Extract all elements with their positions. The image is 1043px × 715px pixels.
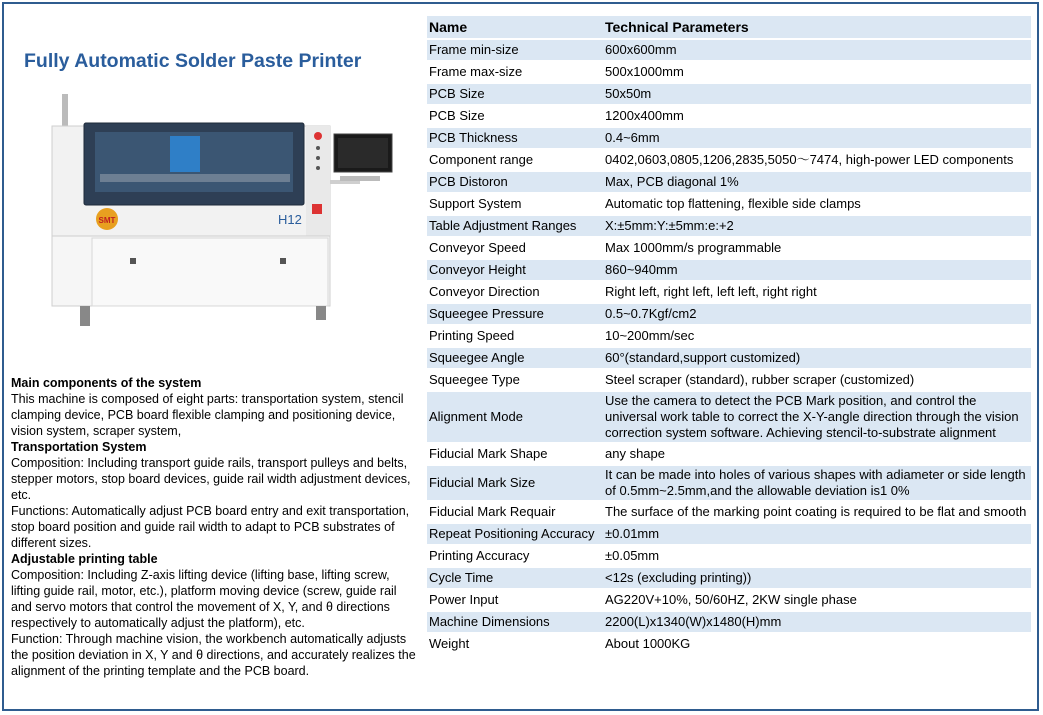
spec-name-cell: Frame min-size (427, 39, 603, 61)
spec-name-cell: Conveyor Height (427, 259, 603, 281)
spec-value-cell: 600x600mm (603, 39, 1031, 61)
spec-name-cell: Machine Dimensions (427, 611, 603, 633)
spec-name-cell: Squeegee Pressure (427, 303, 603, 325)
description-heading: Transportation System (11, 440, 147, 454)
table-row (427, 149, 1031, 171)
spec-value-cell: 860~940mm (603, 259, 1031, 281)
spec-name-cell: Component range (427, 149, 603, 171)
spec-name-cell: Printing Speed (427, 325, 603, 347)
spec-value-cell: X:±5mm:Y:±5mm:e:+2 (603, 215, 1031, 237)
table-row (427, 237, 1031, 259)
spec-header-value: Technical Parameters (603, 16, 1031, 39)
description-heading: Adjustable printing table (11, 552, 158, 566)
table-row (427, 215, 1031, 237)
spec-value-cell: Use the camera to detect the PCB Mark position, and control the universal work table to correct the X-Y-angle direction through the vision correction system software. Achieving stencil-to-substrate alignment (603, 391, 1031, 443)
spec-name-cell: Conveyor Speed (427, 237, 603, 259)
spec-value-cell: Max 1000mm/s programmable (603, 237, 1031, 259)
table-row (427, 369, 1031, 391)
system-description (11, 375, 416, 679)
spec-name-cell: Squeegee Angle (427, 347, 603, 369)
table-row (427, 567, 1031, 589)
spec-value-cell: 500x1000mm (603, 61, 1031, 83)
table-row (427, 633, 1031, 655)
spec-value-cell: 10~200mm/sec (603, 325, 1031, 347)
table-row (427, 545, 1031, 567)
description-paragraph: Composition: Including transport guide rails, transport pulleys and belts, stepper motors, stop board devices, guide rail width adjustment devices, etc. (11, 456, 411, 502)
spec-header-name: Name (427, 16, 603, 39)
logo-text: SMT (98, 216, 116, 225)
spec-header-row (427, 16, 1031, 39)
spec-value-cell: ±0.01mm (603, 523, 1031, 545)
spec-value-cell: AG220V+10%, 50/60HZ, 2KW single phase (603, 589, 1031, 611)
spec-value-cell: The surface of the marking point coating is required to be flat and smooth (603, 501, 1031, 523)
spec-name-cell: Fiducial Mark Requair (427, 501, 603, 523)
table-row (427, 39, 1031, 61)
table-row (427, 61, 1031, 83)
spec-name-cell: Frame max-size (427, 61, 603, 83)
spec-name-cell: Table Adjustment Ranges (427, 215, 603, 237)
spec-table (427, 16, 1031, 656)
table-row (427, 193, 1031, 215)
spec-name-cell: PCB Distoron (427, 171, 603, 193)
spec-value-cell: Automatic top flattening, flexible side clamps (603, 193, 1031, 215)
table-row (427, 611, 1031, 633)
model-label: H12 (278, 212, 302, 227)
description-paragraph: Composition: Including Z-axis lifting device (lifting base, lifting screw, lifting guide rail, motor, etc.), platform moving device (screw, guide rail and servo motors that control the movement of X, Y, and θ directions respectively to automatically adjust the platform), etc. (11, 568, 397, 630)
spec-name-cell: PCB Thickness (427, 127, 603, 149)
table-row (427, 523, 1031, 545)
spec-value-cell: any shape (603, 443, 1031, 465)
spec-name-cell: Cycle Time (427, 567, 603, 589)
table-row (427, 325, 1031, 347)
spec-value-cell: 2200(L)x1340(W)x1480(H)mm (603, 611, 1031, 633)
spec-value-cell: 60°(standard,support customized) (603, 347, 1031, 369)
table-row (427, 391, 1031, 443)
spec-name-cell: Repeat Positioning Accuracy (427, 523, 603, 545)
spec-value-cell: Right left, right left, left left, right right (603, 281, 1031, 303)
table-row (427, 83, 1031, 105)
spec-name-cell: Printing Accuracy (427, 545, 603, 567)
table-row (427, 281, 1031, 303)
spec-name-cell: Support System (427, 193, 603, 215)
spec-name-cell: Conveyor Direction (427, 281, 603, 303)
spec-body (427, 39, 1031, 655)
spec-name-cell: PCB Size (427, 105, 603, 127)
spec-name-cell: Fiducial Mark Size (427, 465, 603, 501)
spec-name-cell: Fiducial Mark Shape (427, 443, 603, 465)
spec-name-cell: PCB Size (427, 83, 603, 105)
description-paragraph: Functions: Automatically adjust PCB board entry and exit transportation, stop board position and guide rail width to adapt to PCB substrates of different sizes. (11, 504, 410, 550)
spec-name-cell: Alignment Mode (427, 391, 603, 443)
spec-name-cell: Weight (427, 633, 603, 655)
spec-value-cell: <12s (excluding printing)) (603, 567, 1031, 589)
description-paragraph: Function: Through machine vision, the workbench automatically adjusts the position deviation in X, Y and θ directions, and accurately realizes the alignment of the printing template and the PCB board. (11, 632, 416, 678)
description-paragraph: This machine is composed of eight parts: transportation system, stencil clamping device, PCB board flexible clamping and positioning device, vision system, scraper system, (11, 392, 404, 438)
table-row (427, 589, 1031, 611)
spec-name-cell: Power Input (427, 589, 603, 611)
spec-value-cell: Max, PCB diagonal 1% (603, 171, 1031, 193)
spec-name-cell: Squeegee Type (427, 369, 603, 391)
spec-value-cell: 50x50m (603, 83, 1031, 105)
spec-value-cell: It can be made into holes of various shapes with adiameter or side length of 0.5mm~2.5mm,and the allowable deviation is1 0% (603, 465, 1031, 501)
table-row (427, 259, 1031, 281)
table-row (427, 105, 1031, 127)
table-row (427, 127, 1031, 149)
table-row (427, 501, 1031, 523)
page-title: Fully Automatic Solder Paste Printer (24, 50, 362, 72)
table-row (427, 465, 1031, 501)
spec-value-cell: Steel scraper (standard), rubber scraper (customized) (603, 369, 1031, 391)
machine-photo (40, 88, 410, 348)
table-row (427, 303, 1031, 325)
spec-value-cell: 0.4~6mm (603, 127, 1031, 149)
spec-value-cell: 1200x400mm (603, 105, 1031, 127)
spec-value-cell: 0.5~0.7Kgf/cm2 (603, 303, 1031, 325)
spec-value-cell: ±0.05mm (603, 545, 1031, 567)
spec-value-cell: 0402,0603,0805,1206,2835,5050～7474, high-power LED components (603, 149, 1031, 171)
table-row (427, 443, 1031, 465)
spec-value-cell: About 1000KG (603, 633, 1031, 655)
table-row (427, 347, 1031, 369)
table-row (427, 171, 1031, 193)
description-heading: Main components of the system (11, 376, 202, 390)
